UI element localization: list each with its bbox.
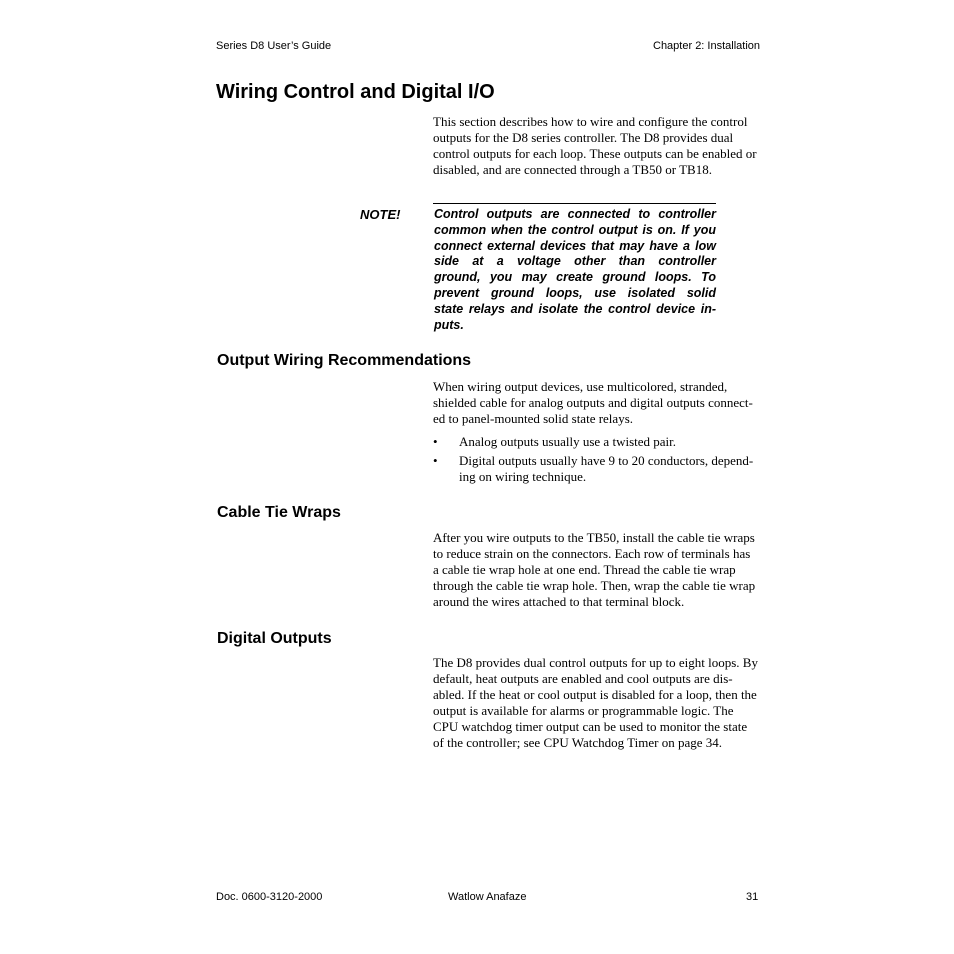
running-header-left: Series D8 User’s Guide	[216, 40, 332, 52]
text-line: through the cable tie wrap hole. Then, wrap the cable tie wrap	[433, 578, 756, 593]
note-line: state relays and isolate the control device in-	[434, 301, 716, 316]
note-line: ground, you may create ground loops. To	[434, 270, 716, 285]
note-label: NOTE!	[360, 207, 401, 222]
note-line: puts.	[434, 317, 464, 332]
section-heading-cable-tie-wraps: Cable Tie Wraps	[217, 504, 341, 521]
text-line: Analog outputs usually use a twisted pair.	[459, 434, 677, 449]
text-line: This section describes how to wire and configure the control	[433, 114, 748, 129]
note-line: prevent ground loops, use isolated solid	[434, 285, 716, 300]
text-line: default, heat outputs are enabled and cool outputs are dis-	[433, 671, 733, 686]
note-text	[434, 207, 716, 333]
text-line: to reduce strain on the connectors. Each row of terminals has	[433, 546, 751, 561]
text-line: ed to panel-mounted solid state relays.	[433, 411, 634, 426]
text-line: When wiring output devices, use multicolored, stranded,	[433, 379, 728, 394]
note-line: Control outputs are connected to controller	[434, 207, 716, 221]
page-title: Wiring Control and Digital I/O	[216, 81, 495, 103]
text-line: ing on wiring technique.	[459, 469, 587, 484]
intro-paragraph	[433, 114, 768, 178]
text-line: disabled, and are connected through a TB50 or TB18.	[433, 162, 712, 177]
text-line: output is available for alarms or programmable logic. The	[433, 703, 734, 718]
section-heading-output-wiring: Output Wiring Recommendations	[217, 352, 472, 369]
footer-company: Watlow Anafaze	[448, 891, 527, 903]
text-line: control outputs for each loop. These outputs can be enabled or	[433, 146, 757, 161]
running-header-right: Chapter 2: Installation	[653, 40, 761, 52]
note-line: common when the control output is on. If you	[434, 222, 716, 237]
text-line: shielded cable for analog outputs and digital outputs connect-	[433, 395, 753, 410]
text-line: of the controller; see CPU Watchdog Timer on page 34.	[433, 735, 723, 750]
text-line: around the wires attached to that terminal block.	[433, 594, 685, 609]
note-line: side at a voltage other than controller	[434, 254, 716, 269]
text-line: a cable tie wrap hole at one end. Thread the cable tie wrap	[433, 562, 736, 577]
text-line: CPU watchdog timer output can be used to monitor the state	[433, 719, 748, 734]
text-line: outputs for the D8 series controller. The D8 provides dual	[433, 130, 734, 145]
bullet-symbol: •	[433, 453, 438, 468]
page-number: 31	[746, 891, 759, 903]
text-line: abled. If the heat or cool output is disabled for a loop, then the	[433, 687, 757, 702]
digital-outputs-paragraph	[433, 655, 768, 751]
output-wiring-paragraph	[433, 379, 768, 427]
footer-doc-number: Doc. 0600-3120-2000	[216, 891, 323, 903]
text-line: After you wire outputs to the TB50, install the cable tie wraps	[433, 530, 755, 545]
bullet-symbol: •	[433, 434, 438, 449]
text-line: The D8 provides dual control outputs for up to eight loops. By	[433, 655, 758, 670]
note-line: connect external devices that may have a low	[434, 238, 716, 253]
note-divider	[433, 203, 716, 204]
cable-tie-paragraph	[433, 530, 768, 610]
section-heading-digital-outputs: Digital Outputs	[217, 630, 332, 647]
text-line: Digital outputs usually have 9 to 20 conductors, depend-	[459, 453, 754, 468]
